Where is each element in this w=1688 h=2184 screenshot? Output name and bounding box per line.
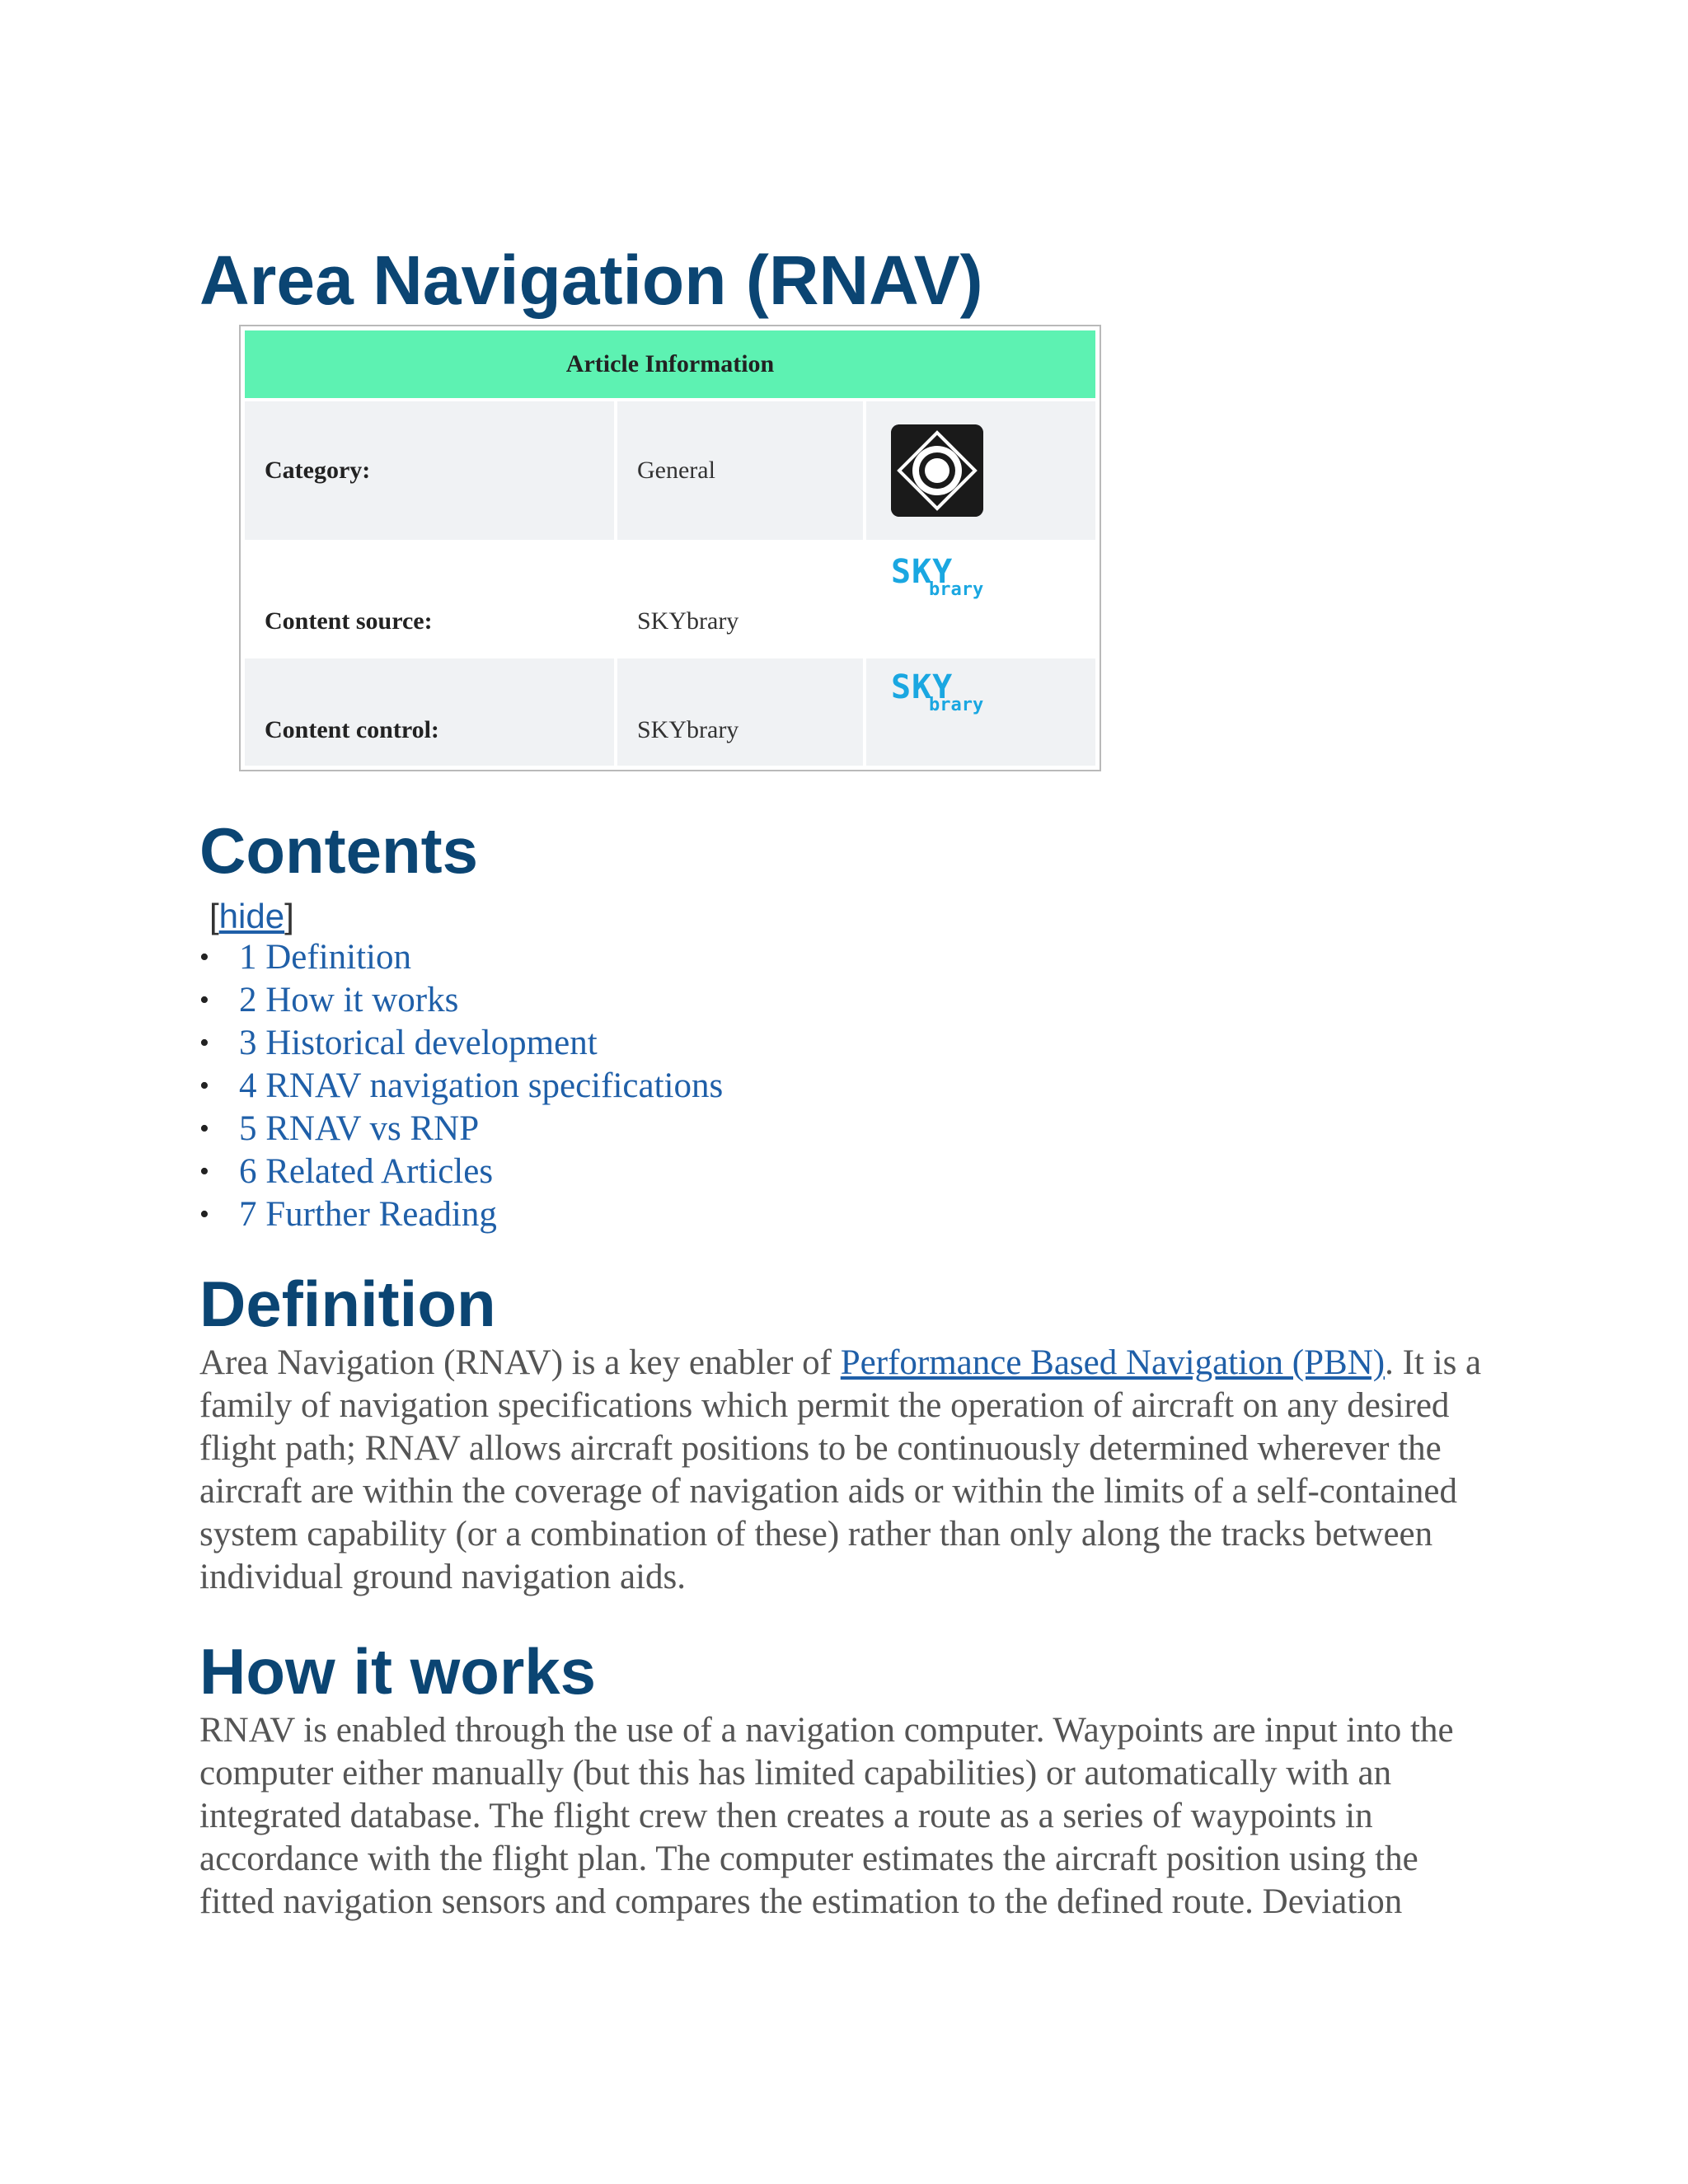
toc-item-rnav-vs-rnp[interactable]: • 5 RNAV vs RNP bbox=[199, 1109, 480, 1148]
toc-item-definition[interactable]: • 1 Definition bbox=[199, 938, 411, 977]
toc-hide-link[interactable]: hide bbox=[218, 897, 285, 935]
how-it-works-heading: How it works bbox=[199, 1635, 597, 1708]
toc-item-further-reading[interactable]: • 7 Further Reading bbox=[199, 1195, 497, 1234]
toc-item-related-articles[interactable]: • 6 Related Articles bbox=[199, 1152, 494, 1191]
contents-heading: Contents bbox=[199, 814, 478, 887]
infobox-content-source-label: Content source: bbox=[245, 543, 614, 655]
infobox-category-image-cell bbox=[866, 401, 1095, 540]
definition-paragraph: Area Navigation (RNAV) is a key enabler of Performance Based Navigation (PBN). It is a family of navigation specifications which permit the operation of aircraft on any desired flight path; RNAV allows aircraft positions to be continuously determined wherever the aircraft are within the coverage of navigation aids or within the limits of a self-contained system capability (or a combination of these) rather than only along the tracks between individual ground navigation aids. bbox=[199, 1343, 1482, 1596]
infobox-content-source-logo-cell bbox=[866, 543, 1095, 655]
infobox-content-source-value: SKYbrary bbox=[617, 543, 863, 655]
pbn-link[interactable]: Performance Based Navigation (PBN) bbox=[840, 1343, 1386, 1382]
toc-item-how-it-works[interactable]: • 2 How it works bbox=[199, 981, 459, 1019]
infobox-content-control-label: Content control: bbox=[245, 658, 614, 766]
infobox-content-control-logo-cell bbox=[866, 658, 1095, 766]
article-information-table bbox=[241, 327, 1099, 769]
toc-item-historical-development[interactable]: • 3 Historical development bbox=[199, 1024, 598, 1062]
toc-item-rnav-navigation-specifications[interactable]: • 4 RNAV navigation specifications bbox=[199, 1066, 724, 1105]
skybrary-logo: SKY brary bbox=[891, 553, 984, 600]
infobox-category-label: Category: bbox=[245, 401, 614, 540]
page-title: Area Navigation (RNAV) bbox=[199, 241, 983, 319]
toc-toggle: [hide] bbox=[209, 897, 294, 935]
article-information-box bbox=[239, 325, 1101, 771]
category-general-icon bbox=[891, 424, 983, 517]
table-of-contents bbox=[199, 936, 1502, 1236]
infobox-header: Article Information bbox=[245, 330, 1095, 398]
definition-heading: Definition bbox=[199, 1268, 496, 1340]
skybrary-logo: SKY brary bbox=[891, 668, 984, 715]
article-page bbox=[199, 239, 1502, 1924]
how-it-works-paragraph: RNAV is enabled through the use of a navigation computer. Waypoints are input into the computer either manually (but this has limited capabilities) or automatically with an integrated database. The flight crew then creates a route as a series of waypoints in accordance with the flight plan. The computer estimates the aircraft position using the fitted navigation sensors and compares the estimation to the defined route. Deviation bbox=[199, 1711, 1454, 1921]
infobox-content-control-value: SKYbrary bbox=[617, 658, 863, 766]
infobox-category-value: General bbox=[617, 401, 863, 540]
